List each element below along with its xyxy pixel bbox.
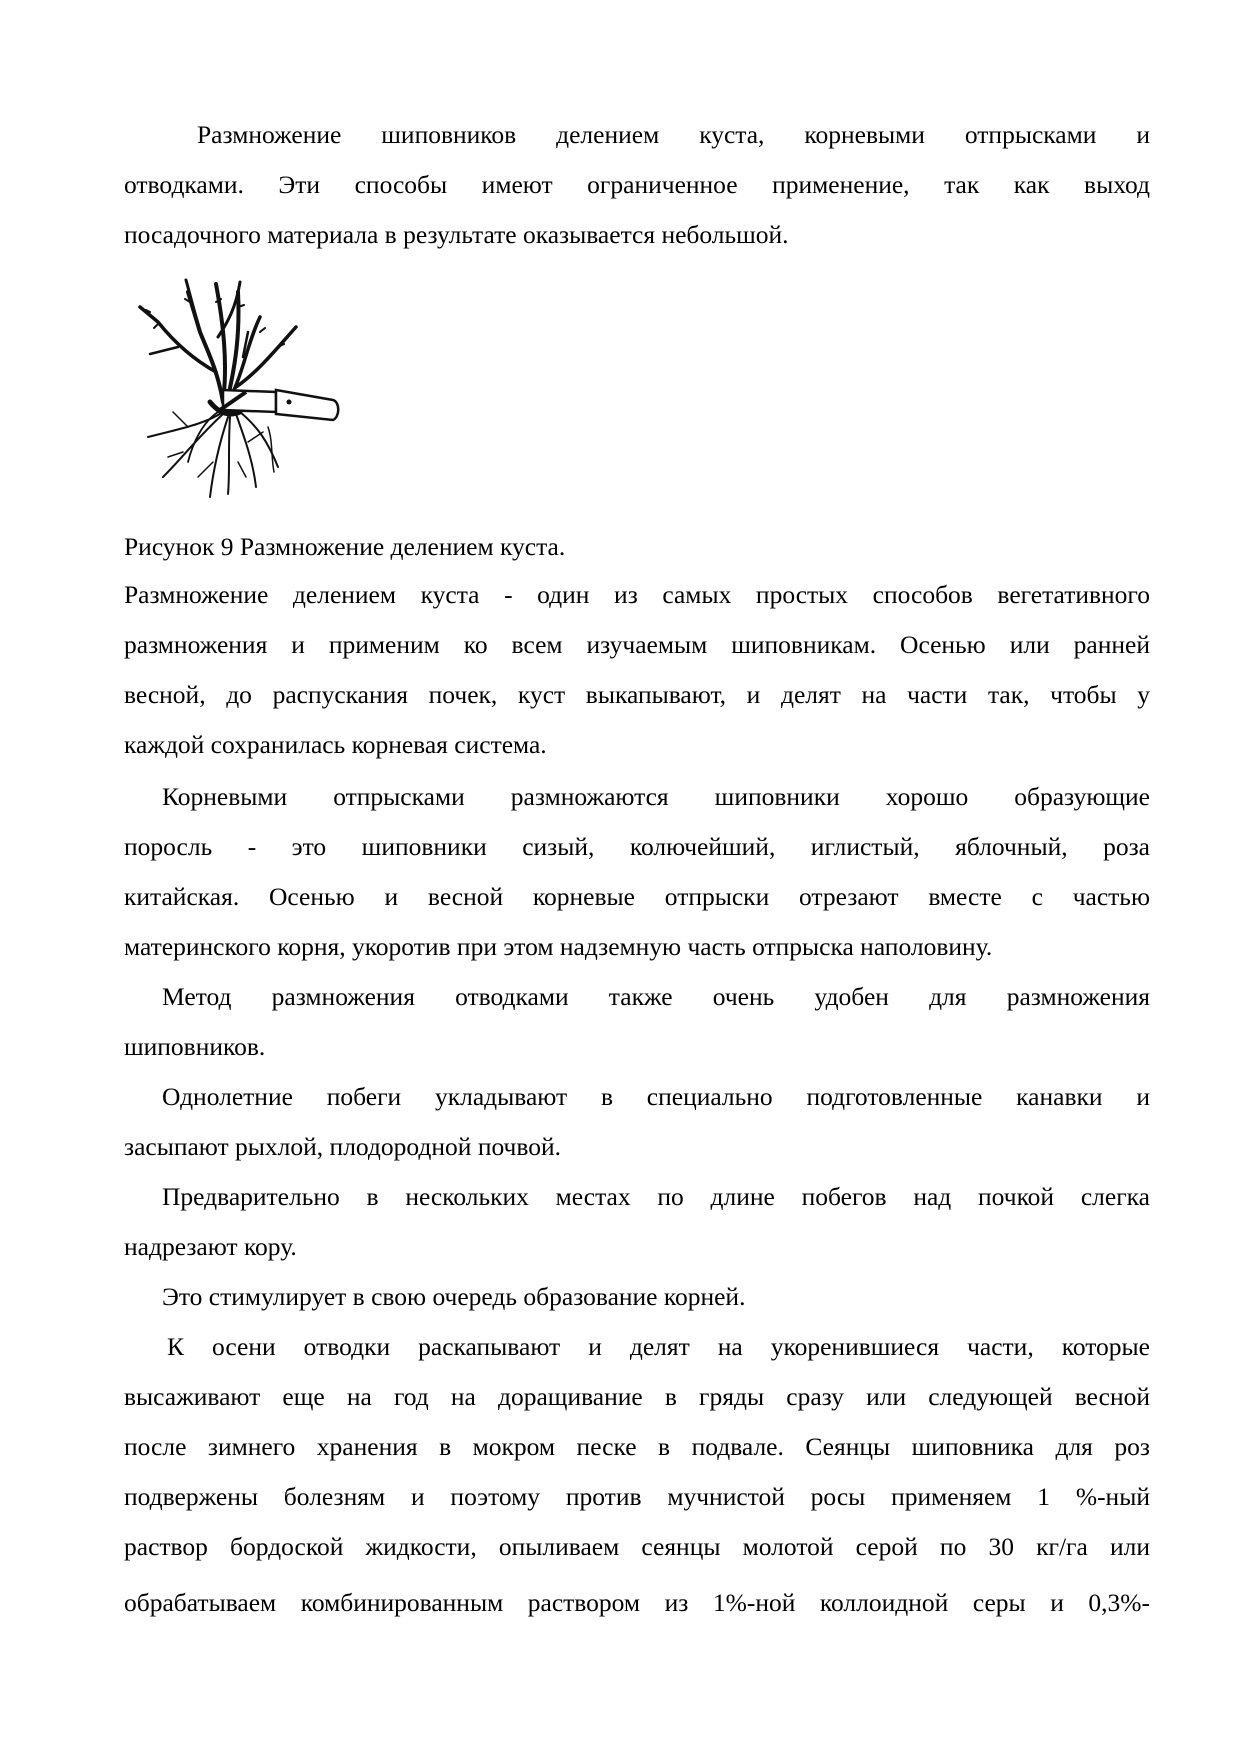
paragraph-4-line-1: Метод размножения отводками также очень удобен для размножения	[162, 982, 1150, 1011]
paragraph-2-line-1: Размножение делением куста - один из самых простых способов вегетативного	[124, 580, 1150, 609]
paragraph-5-line-2: засыпают рыхлой, плодородной почвой.	[124, 1132, 562, 1161]
paragraph-3-line-1: Корневыми отпрысками размножаются шиповники хорошо образующие	[162, 782, 1150, 811]
paragraph-8-line-3: после зимнего хранения в мокром песке в подвале. Сеянцы шиповника для роз	[124, 1432, 1150, 1461]
paragraph-2-line-3: весной, до распускания почек, куст выкапывают, и делят на части так, чтобы у	[124, 680, 1150, 709]
paragraph-1-line-3: посадочного материала в результате оказывается небольшой.	[124, 220, 789, 249]
paragraph-6-line-2: надрезают кору.	[124, 1232, 297, 1261]
paragraph-2-line-4: каждой сохранилась корневая система.	[124, 730, 547, 759]
paragraph-1-line-2: отводками. Эти способы имеют ограниченное применение, так как выход	[124, 170, 1150, 199]
paragraph-8-line-6: обрабатываем комбинированным раствором из 1%-ной коллоидной серы и 0,3%-	[124, 1588, 1150, 1617]
paragraph-7-line-1: Это стимулирует в свою очередь образование корней.	[162, 1282, 746, 1311]
paragraph-4-line-2: шиповников.	[124, 1032, 266, 1061]
paragraph-5-line-1: Однолетние побеги укладывают в специально подготовленные канавки и	[162, 1082, 1150, 1111]
paragraph-8-line-1: К осени отводки раскапывают и делят на укоренившиеся части, которые	[167, 1332, 1150, 1361]
paragraph-1-line-1: Размножение шиповников делением куста, корневыми отпрысками и	[197, 120, 1150, 149]
paragraph-8-line-4: подвержены болезням и поэтому против мучнистой росы применяем 1 %-ный	[124, 1482, 1150, 1511]
figure-caption: Рисунок 9 Размножение делением куста.	[124, 532, 566, 561]
paragraph-2-line-2: размножения и применим ко всем изучаемым шиповникам. Осенью или ранней	[124, 630, 1150, 659]
paragraph-3-line-4: материнского корня, укоротив при этом надземную часть отпрыска наполовину.	[124, 932, 993, 961]
paragraph-3-line-2: поросль - это шиповники сизый, колючейший, иглистый, яблочный, роза	[124, 832, 1150, 861]
paragraph-6-line-1: Предварительно в нескольких местах по длине побегов над почкой слегка	[162, 1182, 1150, 1211]
paragraph-8-line-5: раствор бордоской жидкости, опыливаем сеянцы молотой серой по 30 кг/га или	[124, 1532, 1150, 1561]
paragraph-3-line-3: китайская. Осенью и весной корневые отпрыски отрезают вместе с частью	[124, 882, 1150, 911]
paragraph-8-line-2: высаживают еще на год на доращивание в гряды сразу или следующей весной	[124, 1382, 1150, 1411]
bush-division-with-knife-illustration	[128, 262, 353, 502]
